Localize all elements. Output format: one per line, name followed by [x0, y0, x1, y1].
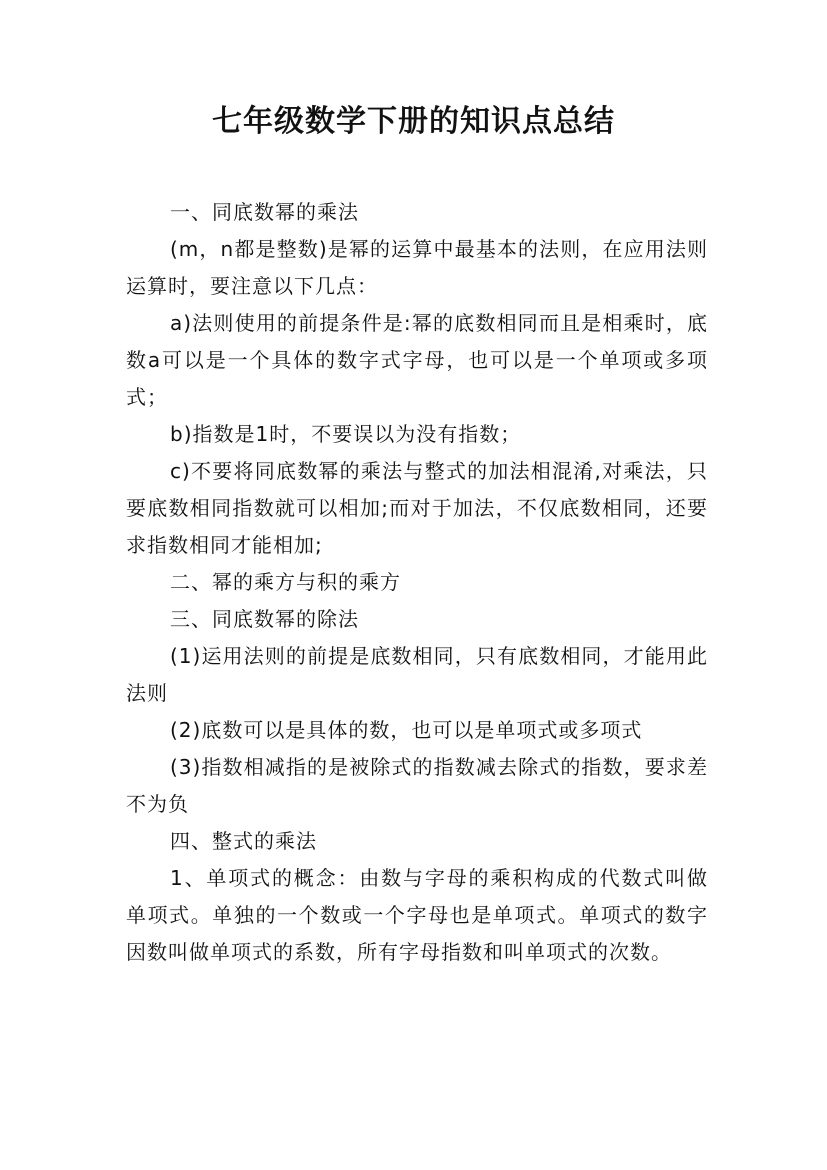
document-body [126, 194, 708, 971]
paragraph-rule-3: (3)指数相减指的是被除式的指数减去除式的指数，要求差不为负 [126, 755, 708, 816]
section-heading-2: 二、幂的乘方与积的乘方 [170, 570, 401, 594]
document-title: 七年级数学下册的知识点总结 [212, 104, 615, 139]
paragraph-monomial-definition: 1、单项式的概念：由数与字母的乘积构成的代数式叫做单项式。单独的一个数或一个字母也是单项式。单项式的数字因数叫做单项式的系数，所有字母指数和叫单项式的次数。 [126, 866, 708, 964]
paragraph-point-c: c)不要将同底数幂的乘法与整式的加法相混淆,对乘法，只要底数相同指数就可以相加;而对于加法，不仅底数相同，还要求指数相同才能相加; [126, 459, 708, 557]
section-heading-4: 四、整式的乘法 [170, 829, 317, 853]
section-heading-1: 一、同底数幂的乘法 [170, 200, 359, 224]
paragraph-rule-1: (1)运用法则的前提是底数相同，只有底数相同，才能用此法则 [126, 644, 708, 705]
paragraph-point-a: a)法则使用的前提条件是:幂的底数相同而且是相乘时，底数a可以是一个具体的数字式字母，也可以是一个单项或多项式； [126, 311, 708, 409]
paragraph-intro: (m，n都是整数)是幂的运算中最基本的法则，在应用法则运算时，要注意以下几点： [126, 237, 708, 298]
section-heading-3: 三、同底数幂的除法 [170, 607, 359, 631]
paragraph-rule-2: (2)底数可以是具体的数，也可以是单项式或多项式 [170, 718, 643, 742]
paragraph-point-b: b)指数是1时，不要误以为没有指数； [170, 422, 522, 446]
